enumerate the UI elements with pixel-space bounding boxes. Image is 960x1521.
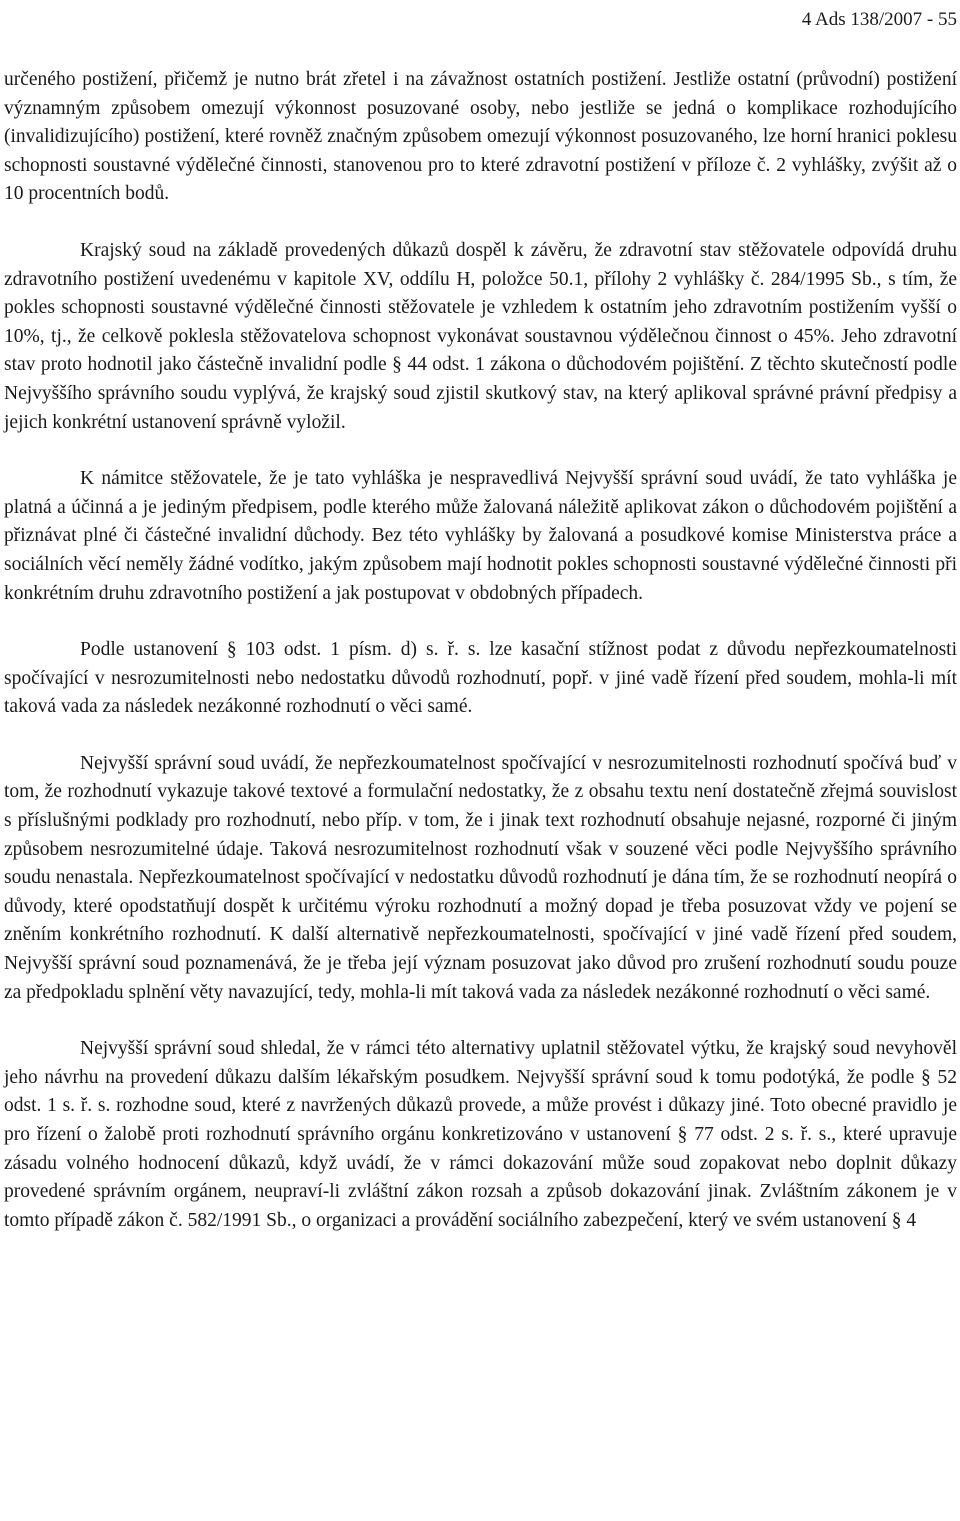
page-header: 4 Ads 138/2007 - 55 <box>801 9 957 30</box>
spacer <box>4 209 957 237</box>
paragraph-namitka: K námitce stěžovatele, že je tato vyhláška je nespravedlivá Nejvyšší správní soud uvádí, že tato vyhláška je platná a účinná a je jediným předpisem, podle kterého může žalovaná náležitě aplikovat zákon o důchodovém pojištění a přiznávat plné či částečné invalidní důchody. Bez této vyhlášky by žalovaná a posudkové komise Ministerstva práce a sociálních věcí neměly žádné vodítko, jakým způsobem mají hodnotit pokles schopnosti soustavné výdělečné činnosti při konkrétním druhu zdravotního postižení a jak postupovat v obdobných případech. <box>4 468 957 604</box>
spacer <box>4 722 957 750</box>
spacer <box>4 608 957 636</box>
paragraph-krajsky-soud: Krajský soud na základě provedených důkazů dospěl k závěru, že zdravotní stav stěžovatele odpovídá druhu zdravotního postižení uvedenému v kapitole XV, oddílu H, položce 50.1, přílohy 2 vyhlášky č. 284/1995 Sb., s tím, že pokles schopnosti soustavné výdělečné činnosti stěžovatele je vzhledem k ostatním jeho zdravotním postižením vyšší o 10%, tj., že celkově poklesla stěžovatelova schopnost vykonávat soustavnou výdělečnou činnost o 45%. Jeho zdravotní stav proto hodnotil jako částečně invalidní podle § 44 odst. 1 zákona o důchodovém pojištění. Z těchto skutečností podle Nejvyššího správního soudu vyplývá, že krajský soud zjistil skutkový stav, na který aplikoval správné právní předpisy a jejich konkrétní ustanovení správně vyložil. <box>4 239 957 433</box>
paragraph-ustanoveni-103: Podle ustanovení § 103 odst. 1 písm. d) s. ř. s. lze kasační stížnost podat z důvodu nepřezkoumatelnosti spočívající v nesrozumitelnosti nebo nedostatku důvodů rozhodnutí, popř. v jiné vadě řízení před soudem, mohla-li mít taková vada za následek nezákonné rozhodnutí o věci samé. <box>4 639 957 718</box>
document-page <box>4 0 957 1235</box>
spacer <box>4 437 957 465</box>
paragraph-shledal: Nejvyšší správní soud shledal, že v rámci této alternativy uplatnil stěžovatel výtku, že krajský soud nevyhověl jeho návrhu na provedení důkazu dalším lékařským posudkem. Nejvyšší správní soud k tomu podotýká, že podle § 52 odst. 1 s. ř. s. rozhodne soud, které z navržených důkazů provede, a může provést i důkazy jiné. Toto obecné pravidlo je pro řízení o žalobě proti rozhodnutí správního orgánu konkretizováno v ustanovení § 77 odst. 2 s. ř. s., které upravuje zásadu volného hodnocení důkazů, když uvádí, že v rámci dokazování může soud zopakovat nebo doplnit důkazy provedené správním orgánem, neupraví-li zvláštní zákon rozsah a způsob dokazování jinak. Zvláštním zákonem je v tomto případě zákon č. 582/1991 Sb., o organizaci a provádění sociálního zabezpečení, který ve svém ustanovení § 4 <box>4 1038 957 1231</box>
spacer <box>4 40 957 66</box>
spacer <box>4 1007 957 1035</box>
paragraph-continuation: určeného postižení, přičemž je nutno brát zřetel i na závažnost ostatních postižení. Jestliže ostatní (průvodní) postižení významným způsobem omezují výkonnost posuzované osoby, nebo jestliže se jedná o komplikace rozhodujícího (invalidizujícího) postižení, které rovněž značným způsobem omezují výkonnost posuzovaného, lze horní hranici poklesu schopnosti soustavné výdělečné činnosti, stanovenou pro to které zdravotní postižení v příloze č. 2 vyhlášky, zvýšit až o 10 procentních bodů. <box>4 69 957 205</box>
paragraph-nepřezkoumatelnost: Nejvyšší správní soud uvádí, že nepřezkoumatelnost spočívající v nesrozumitelnosti rozhodnutí spočívá buď v tom, že rozhodnutí vykazuje takové textové a formulační nedostatky, že z obsahu textu není dostatečně zřejmá souvislost s příslušnými podklady pro rozhodnutí, nebo příp. v tom, že i jinak text rozhodnutí obsahuje nejasné, rozporné či jiným způsobem nesrozumitelné údaje. Taková nesrozumitelnost rozhodnutí však v souzené věci podle Nejvyššího správního soudu nenastala. Nepřezkoumatelnost spočívající v nedostatku důvodů rozhodnutí je dána tím, že se rozhodnutí neopírá o důvody, které opodstatňují dospět k určitému výroku rozhodnutí a možný dopad je třeba posuzovat vždy ve pojení se zněním konkrétního rozhodnutí. K další alternativě nepřezkoumatelnosti, spočívající v jiné vadě řízení před soudem, Nejvyšší správní soud poznamenává, že je třeba její význam posuzovat jako důvod pro zrušení rozhodnutí soudu pouze za předpokladu splnění věty navazující, tedy, mohla-li mít taková vada za následek nezákonné rozhodnutí o věci samé. <box>4 752 957 1003</box>
